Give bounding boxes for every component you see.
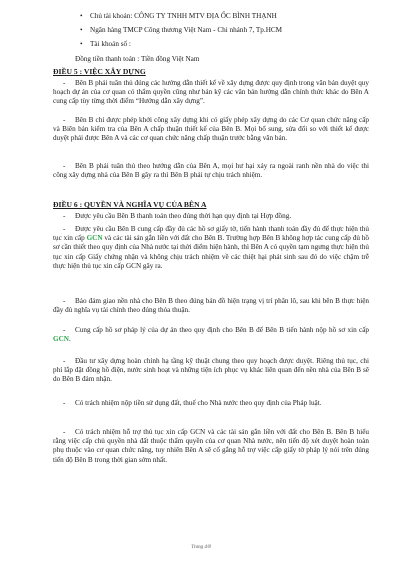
article-6-para-6: - Có trách nhiệm nộp tiền sử dụng đất, thuế cho Nhà nước theo quy định của Pháp luật.: [63, 399, 322, 407]
article-6-para-4b-text: .: [68, 335, 71, 344]
gcn-highlight: GCN: [86, 234, 103, 243]
article-6-para-2a-text: Được yêu cầu Bên B cung cấp đầy đủ các hồ sơ giấy tờ, tiến hành thanh toán đầy đủ để thực hiện thủ tục xin cấp: [53, 225, 369, 243]
article-6-para-4: - Cung cấp hồ sơ pháp lý của dự án theo quy định cho Bên B để Bên B tiến hành nộp hồ sơ xin cấp GCN.: [53, 326, 369, 344]
article-5-para-1-text: Bên B phải tuân thủ đúng các hướng dẫn thiết kế về xây dựng được quy định trong văn bản duyệt quy hoạch dự án của cơ quan có thẩm quyền cũng như bản kỹ các văn bản hướng dẫn chính thức khác do Bên A cung cấp tùy từng thời điểm “Hướng dẫn xây dựng”.: [53, 79, 369, 106]
article-6-para-3-text: Bảo đảm giao nền nhà cho Bên B theo đúng bản đồ hiện trạng vị trí phân lô, sau khi bên B thực hiện đầy đủ nghĩa vụ tài chính theo đúng thỏa thuận.: [53, 297, 369, 315]
article-5-para-3-text: Bên B phải tuân thủ theo hướng dẫn của Bên A, mọi hư hại xảy ra ngoài ranh nền nhà do việc thi công xây dựng nhà của Bên B gây ra thì Bên B phải tự chịu trách nhiệm.: [53, 162, 369, 180]
bank-name: • Ngân hàng TMCP Công thương Việt Nam - Chi nhánh 7, Tp.HCM: [90, 26, 282, 35]
account-holder: • Chủ tài khoản: CÔNG TY TNHH MTV ĐỊA ỐC BÌNH THẠNH: [90, 12, 277, 21]
article-6-para-1-text: Được yêu cầu Bên B thanh toán theo đúng thời hạn quy định tại Hợp đồng.: [75, 212, 292, 220]
article-6-para-3: - Bảo đảm giao nền nhà cho Bên B theo đúng bản đồ hiện trạng vị trí phân lô, sau khi bên B thực hiện đầy đủ nghĩa vụ tài chính theo đúng thỏa thuận.: [53, 297, 369, 315]
article-5-para-3: - Bên B phải tuân thủ theo hướng dẫn của Bên A, mọi hư hại xảy ra ngoài ranh nền nhà do việc thi công xây dựng nhà của Bên B gây ra thì Bên B phải tự chịu trách nhiệm.: [53, 162, 369, 180]
article-6-para-5-text: Đầu tư xây dựng hoàn chỉnh hạ tầng kỹ thuật chung theo quy hoạch được duyệt. Riêng thủ tục, chi phí lắp đặt đồng hồ điện, nước sinh hoạt và những tiện ích phục vụ khác liên quan đến nền nhà của Bên B sẽ do Bên B đảm nhận.: [53, 357, 369, 384]
payment-currency: Đồng tiền thanh toán : Tiền đồng Việt Nam: [75, 55, 200, 63]
article-6-para-5: - Đầu tư xây dựng hoàn chỉnh hạ tầng kỹ thuật chung theo quy hoạch được duyệt. Riêng thủ tục, chi phí lắp đặt đồng hồ điện, nước sinh hoạt và những tiện ích phục vụ khác liên quan đến nền nhà của Bên B sẽ do Bên B đảm nhận.: [53, 357, 369, 384]
article-5-para-2-text: Bên B chỉ được phép khởi công xây dựng khi có giấy phép xây dựng do các Cơ quan chức năng cấp và Biên bản kiểm tra của Bên A chấp thuận thiết kế của Bên B. Mọi bổ sung, sửa đổi so với thiết kế được duyệt phải được Bên A và các cơ quan chức năng chấp thuận trước bằng văn bản.: [53, 116, 369, 143]
account-number: • Tài khoản số :: [90, 40, 131, 49]
article-5-para-1: - Bên B phải tuân thủ đúng các hướng dẫn thiết kế về xây dựng được quy định trong văn bản duyệt quy hoạch dự án của cơ quan có thẩm quyền cũng như bản kỹ các văn bản hướng dẫn chính thức khác do Bên A cung cấp tùy từng thời điểm “Hướng dẫn xây dựng”.: [53, 79, 369, 106]
page-footer: Trang 4/8: [191, 545, 211, 550]
article-6-para-2: - Được yêu cầu Bên B cung cấp đầy đủ các hồ sơ giấy tờ, tiến hành thanh toán đầy đủ để thực hiện thủ tục xin cấp GCN và các tài sản gắn liền với đất cho Bên B. Trường hợp Bên B không hợp tác cung cấp đủ hồ sơ cần thiết theo quy định của Nhà nước tại thời điểm hiện hành, thì Bên A có quyền tạm ngưng thực hiện thủ tục xin cấp Giấy chứng nhận và không chịu trách nhiệm về các thiệt hại phát sinh sau đó do việc chậm trễ thực hiện thủ tục xin cấp GCN gây ra.: [53, 225, 369, 270]
article-6-para-4a-text: Cung cấp hồ sơ pháp lý của dự án theo quy định cho Bên B để Bên B tiến hành nộp hồ sơ xin cấp: [75, 326, 369, 334]
article-6-para-1: - Được yêu cầu Bên B thanh toán theo đúng thời hạn quy định tại Hợp đồng.: [63, 212, 292, 220]
article-5-para-2: - Bên B chỉ được phép khởi công xây dựng khi có giấy phép xây dựng do các Cơ quan chức năng cấp và Biên bản kiểm tra của Bên A chấp thuận thiết kế của Bên B. Mọi bổ sung, sửa đổi so với thiết kế được duyệt phải được Bên A và các cơ quan chức năng chấp thuận trước bằng văn bản.: [53, 116, 369, 143]
article-5-heading: ĐIỀU 5 : VIỆC XÂY DỰNG: [53, 67, 146, 76]
article-6-heading: ĐIỀU 6 : QUYỀN VÀ NGHĨA VỤ CỦA BÊN A: [53, 200, 207, 209]
gcn-highlight-2: GCN: [53, 335, 69, 344]
article-6-para-7-text: Có trách nhiệm hỗ trợ thủ tục xin cấp GCN và các tài sản gắn liền với đất cho Bên B. Bên B hiểu rằng việc cấp chủ quyền nhà đất thuộc thẩm quyền của cơ quan Nhà nước, nên tiến độ xét duyệt hoàn toàn phụ thuộc vào cơ quan chức năng, tuy nhiên Bên A sẽ cố gắng hỗ trợ việc cấp giấy tờ pháp lý nói trên đúng tiến độ Bên B trong thời gian sớm nhất.: [53, 428, 369, 464]
article-6-para-7: - Có trách nhiệm hỗ trợ thủ tục xin cấp GCN và các tài sản gắn liền với đất cho Bên B. Bên B hiểu rằng việc cấp chủ quyền nhà đất thuộc thẩm quyền của cơ quan Nhà nước, nên tiến độ xét duyệt hoàn toàn phụ thuộc vào cơ quan chức năng, tuy nhiên Bên A sẽ cố gắng hỗ trợ việc cấp giấy tờ pháp lý nói trên đúng tiến độ Bên B trong thời gian sớm nhất.: [53, 428, 369, 464]
article-6-para-6-text: Có trách nhiệm nộp tiền sử dụng đất, thuế cho Nhà nước theo quy định của Pháp luật.: [75, 399, 322, 407]
article-6-para-2b-text: và các tài sản gắn liền với đất cho Bên B. Trường hợp Bên B không hợp tác cung cấp đủ hồ sơ cần thiết theo quy định của Nhà nước tại thời điểm hiện hành, thì Bên A có quyền tạm ngưng thực hiện thủ tục xin cấp Giấy chứng nhận và không chịu trách nhiệm về các thiệt hại phát sinh sau đó do việc chậm trễ thực hiện thủ tục xin cấp GCN gây ra.: [53, 234, 369, 270]
